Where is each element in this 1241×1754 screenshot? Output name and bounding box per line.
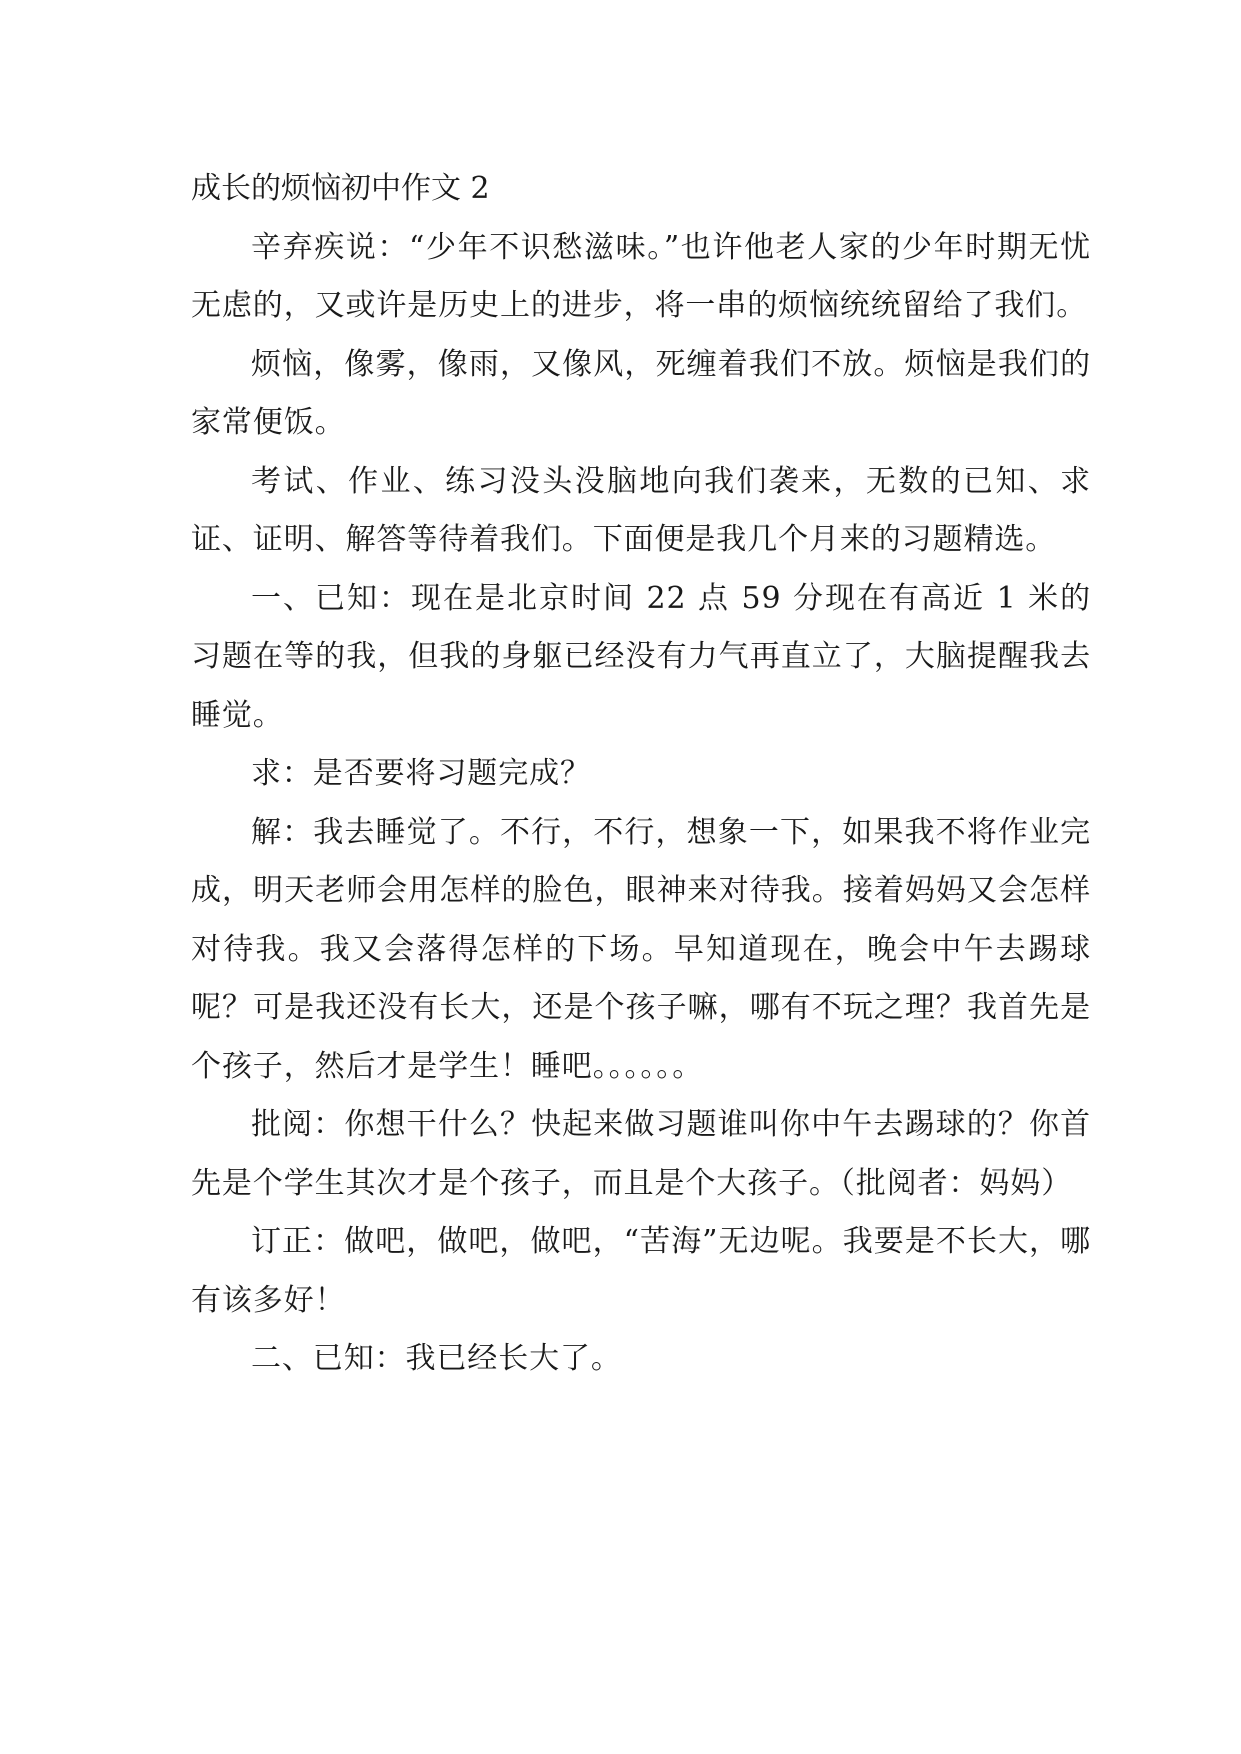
paragraph-4: 一、已知：现在是北京时间 22 点 59 分现在有高近 1 米的习题在等的我，但我的身躯已经没有力气再直立了，大脑提醒我去睡觉。 bbox=[191, 580, 1091, 733]
paragraph-3: 考试、作业、练习没头没脑地向我们袭来，无数的已知、求证、证明、解答等待着我们。下面便是我几个月来的习题精选。 bbox=[191, 463, 1091, 557]
paragraph-2: 烦恼，像雾，像雨，又像风，死缠着我们不放。烦恼是我们的家常便饭。 bbox=[191, 346, 1091, 440]
paragraph-6: 解：我去睡觉了。不行，不行，想象一下，如果我不将作业完成，明天老师会用怎样的脸色，眼神来对待我。接着妈妈又会怎样对待我。我又会落得怎样的下场。早知道现在，晚会中午去踢球呢？可是我还没有长大，还是个孩子嘛，哪有不玩之理？我首先是个孩子，然后才是学生！睡吧。。。。。。 bbox=[191, 814, 1091, 1084]
paragraph-8: 订正：做吧，做吧，做吧，“苦海”无边呢。我要是不长大，哪有该多好！ bbox=[191, 1224, 1091, 1318]
paragraph-1: 辛弃疾说：“少年不识愁滋味。”也许他老人家的少年时期无忧无虑的，又或许是历史上的进步，将一串的烦恼统统留给了我们。 bbox=[191, 229, 1091, 323]
document-body bbox=[191, 160, 1091, 1389]
document-title: 成长的烦恼初中作文 2 bbox=[191, 171, 490, 206]
paragraph-9: 二、已知：我已经长大了。 bbox=[251, 1341, 622, 1376]
paragraph-7: 批阅：你想干什么？快起来做习题谁叫你中午去踢球的？你首先是个学生其次才是个孩子，而且是个大孩子。（批阅者：妈妈） bbox=[191, 1107, 1091, 1201]
paragraph-5: 求：是否要将习题完成？ bbox=[251, 756, 591, 791]
